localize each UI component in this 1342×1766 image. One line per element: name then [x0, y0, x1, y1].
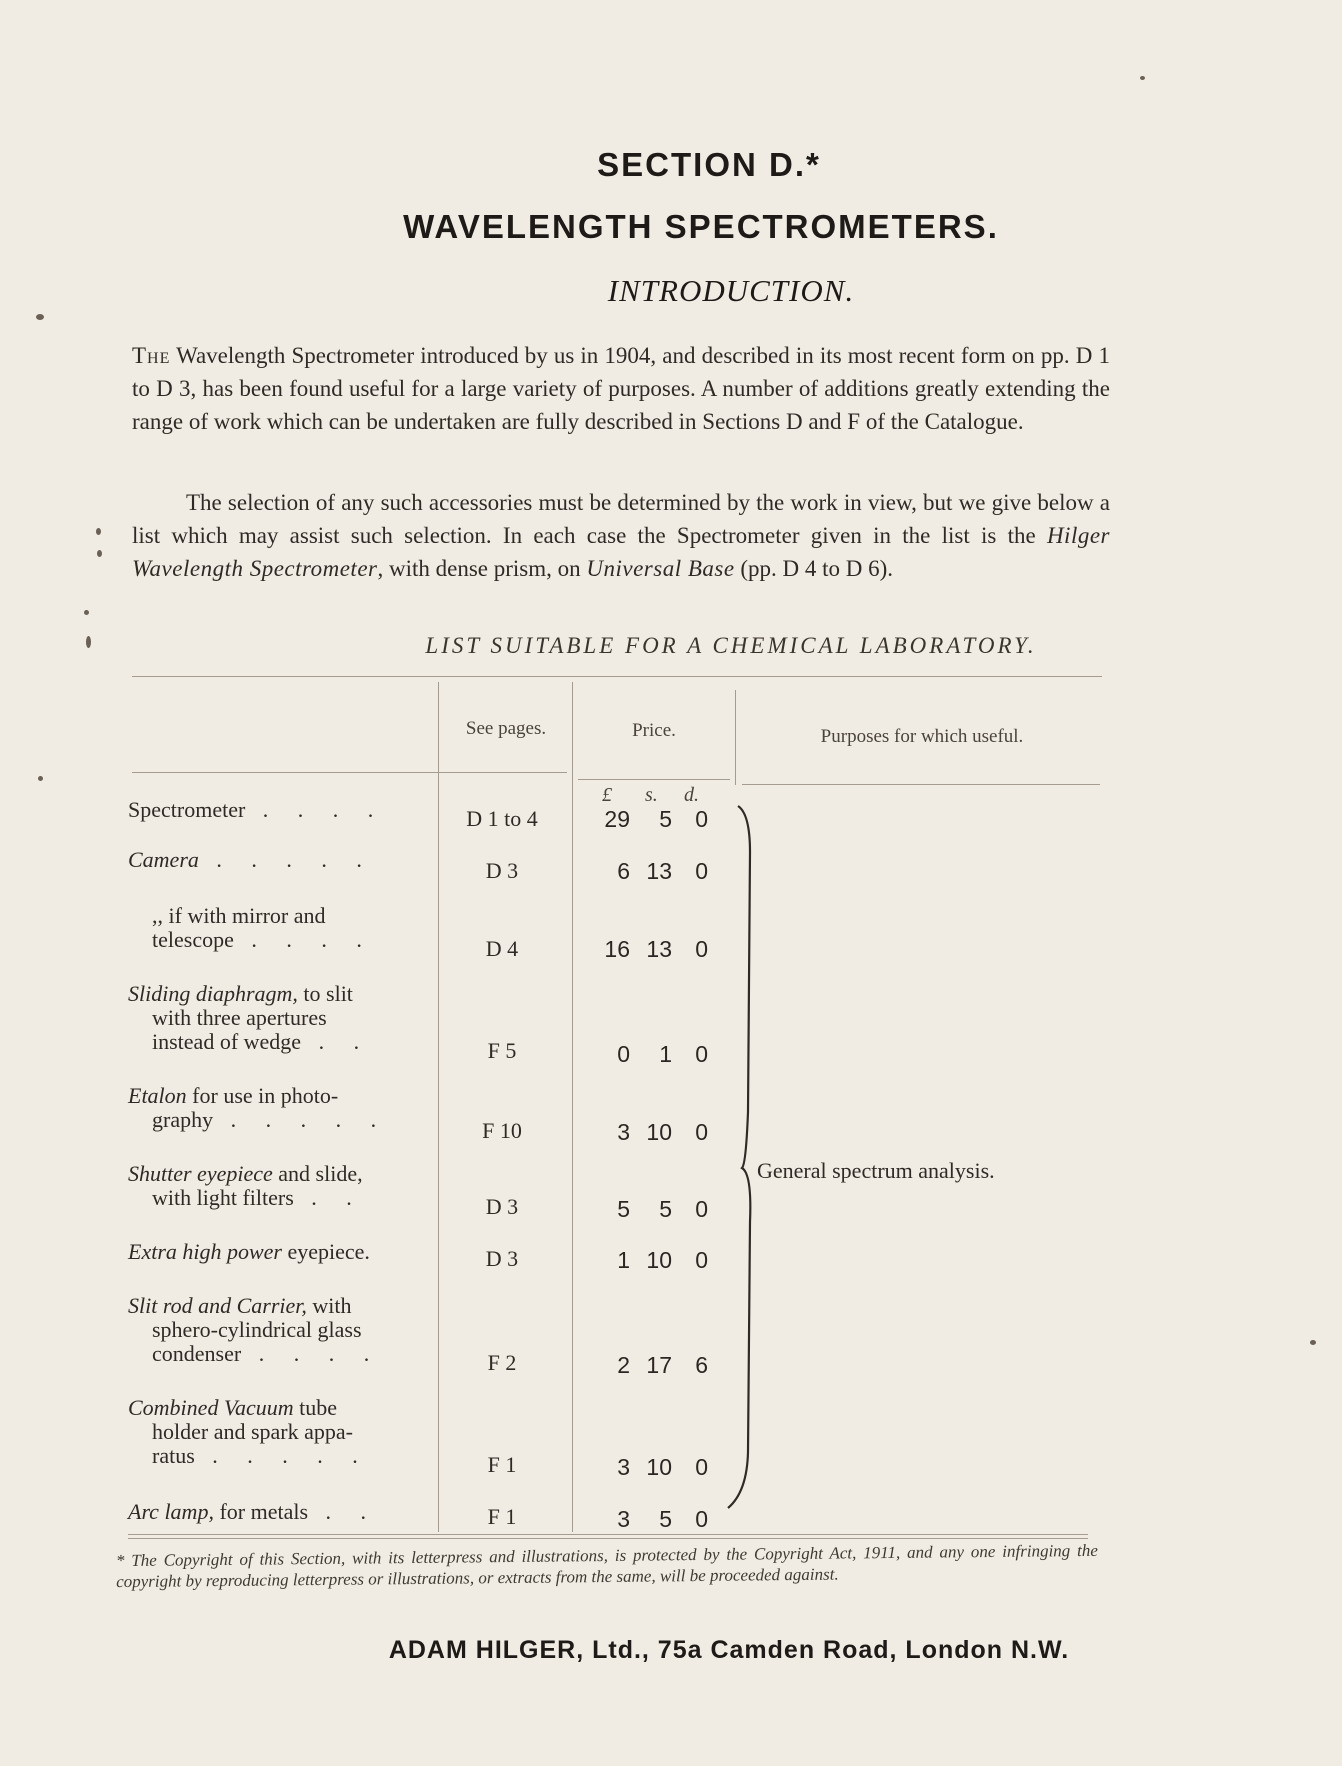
item-pages: F 5 [487, 1038, 517, 1063]
price-pounds: 0 [617, 1041, 630, 1067]
unit-shillings: s. [645, 784, 658, 806]
item-pages: D 4 [485, 936, 519, 961]
item-name: Etalon for use in photo- graphy . . . . . [128, 1083, 389, 1132]
item-name: Extra high power eyepiece. [128, 1239, 370, 1264]
subtitle: INTRODUCTION. [607, 273, 855, 308]
price-pounds: 5 [617, 1196, 630, 1222]
price-pence: 0 [695, 1247, 708, 1273]
price-shillings: 13 [646, 936, 672, 962]
item-name: Spectrometer . . . . [128, 797, 386, 822]
item-pages: D 3 [485, 1246, 519, 1271]
paper-speck [36, 314, 44, 320]
page-title: WAVELENGTH SPECTROMETERS. [403, 208, 999, 245]
price-pence: 0 [695, 806, 708, 832]
intro-paragraph-2 [132, 486, 1110, 585]
paper-speck [38, 776, 43, 781]
price-pence: 0 [695, 1119, 708, 1145]
intro-p2-c: , with dense prism, on [377, 556, 587, 581]
item-pages: D 3 [485, 858, 519, 883]
price-pounds: 3 [617, 1454, 630, 1480]
paper-speck [1140, 76, 1145, 80]
intro-p2-d: Universal Base [586, 556, 735, 581]
item-pages: F 1 [487, 1504, 517, 1529]
price-pence: 0 [695, 1454, 708, 1480]
table-top-rule [132, 676, 1102, 677]
item-pages: D 1 to 4 [466, 806, 538, 831]
intro-paragraph-1 [132, 339, 1110, 438]
price-pence: 0 [695, 936, 708, 962]
price-pence: 0 [695, 1041, 708, 1067]
price-shillings: 5 [659, 1196, 672, 1222]
intro-lead-word: The [132, 343, 171, 368]
price-shillings: 1 [659, 1041, 672, 1067]
price-pounds: 29 [604, 806, 630, 832]
price-shillings: 10 [646, 1247, 672, 1273]
column-divider [735, 690, 736, 785]
section-heading: SECTION D.* [597, 146, 821, 183]
header-rule [132, 772, 567, 773]
price-pence: 0 [695, 1506, 708, 1532]
price-shillings: 5 [659, 1506, 672, 1532]
item-name: Slit rod and Carrier, with sphero-cylindrical glass condenser . . . . [128, 1293, 382, 1366]
price-shillings: 10 [646, 1119, 672, 1145]
header-rule [578, 779, 730, 780]
column-divider [572, 682, 573, 1532]
price-pounds: 16 [604, 936, 630, 962]
price-shillings: 10 [646, 1454, 672, 1480]
item-pages: F 1 [487, 1452, 517, 1477]
column-divider [438, 682, 439, 1532]
paper-speck [1310, 1340, 1316, 1345]
price-pence: 0 [695, 858, 708, 884]
item-name: Shutter eyepiece and slide, with light filters . . [128, 1161, 364, 1210]
column-header-price: Price. [632, 720, 676, 741]
intro-p2-a: The selection of any such accessories must be determined by the work in view, but we give below a list which may assist such selection. In each case the Spectrometer given in the list is the [132, 490, 1110, 548]
price-pence: 6 [695, 1352, 708, 1378]
price-shillings: 13 [646, 858, 672, 884]
item-name: Combined Vacuum tube holder and spark appa- ratus . . . . . [128, 1395, 370, 1468]
intro-p2-e: (pp. D 4 to D 6). [734, 556, 893, 581]
price-shillings: 17 [646, 1352, 672, 1378]
intro-p1-text: Wavelength Spectrometer introduced by us in 1904, and described in its most recent form on pp. D 1 to D 3, has been found useful for a large variety of purposes. A number of additions greatly extending the range of work which can be undertaken are fully described in Sections D and F of the Catalogue. [132, 343, 1110, 434]
copyright-footnote: * The Copyright of this Section, with its letterpress and illustrations, is protected by the Copyright Act, 1911, and any one infringing the copyright by reproducing letterpress or illustrations, or extracts from the same, will be proceeded against. [115, 1540, 1098, 1592]
grouping-brace [720, 792, 760, 1514]
paper-speck [84, 610, 89, 615]
price-shillings: 5 [659, 806, 672, 832]
item-pages: F 2 [487, 1350, 517, 1375]
publisher-imprint: ADAM HILGER, Ltd., 75a Camden Road, London N.W. [388, 1636, 1070, 1664]
purpose-text: General spectrum analysis. [757, 1158, 995, 1183]
item-pages: D 3 [485, 1194, 519, 1219]
table-bottom-rule [128, 1538, 1088, 1539]
price-pounds: 2 [617, 1352, 630, 1378]
intro-p2-b: Hilger Wavelength Spectrometer [132, 523, 1110, 581]
unit-pence: d. [684, 784, 699, 806]
item-name: Arc lamp, for metals . . [128, 1499, 379, 1524]
unit-pounds: £ [602, 784, 612, 806]
column-header-pages: See pages. [465, 718, 547, 739]
item-name: Camera . . . . . [128, 847, 374, 872]
list-title: LIST SUITABLE FOR A CHEMICAL LABORATORY. [425, 633, 1037, 658]
header-rule [742, 784, 1100, 785]
price-pounds: 3 [617, 1506, 630, 1532]
paper-speck [97, 550, 102, 557]
price-pence: 0 [695, 1196, 708, 1222]
price-pounds: 1 [617, 1247, 630, 1273]
item-name: Sliding diaphragm, to slit with three apertures instead of wedge . . [128, 981, 372, 1054]
item-name: ,, if with mirror and telescope . . . . [152, 903, 374, 952]
price-pounds: 3 [617, 1119, 630, 1145]
table-bottom-rule [128, 1534, 1088, 1535]
paper-speck [96, 528, 101, 535]
column-header-purpose: Purposes for which useful. [820, 726, 1024, 747]
item-pages: F 10 [482, 1118, 522, 1143]
price-pounds: 6 [617, 858, 630, 884]
